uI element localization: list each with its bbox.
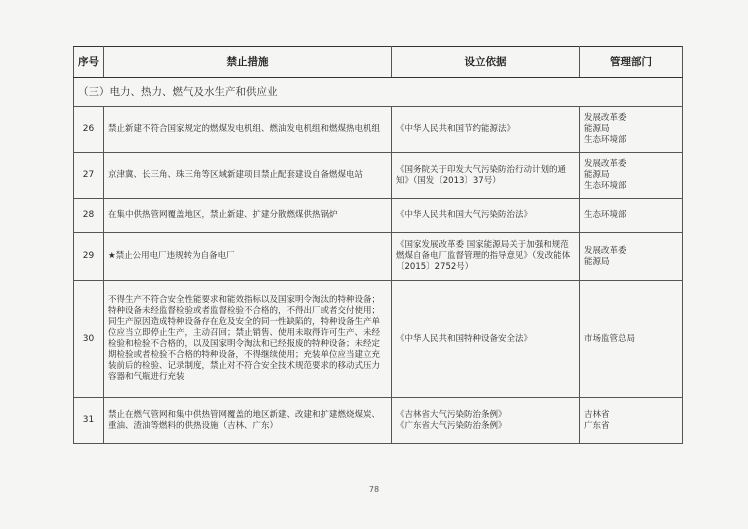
row-number: 31	[74, 398, 104, 444]
department-line: 吉林省	[584, 409, 610, 420]
basis-line: 《中华人民共和国节约能源法》	[396, 124, 516, 134]
row-department	[580, 153, 683, 199]
basis-line: 《吉林省大气污染防治条例》	[396, 409, 507, 420]
row-measure: 禁止在燃气管网和集中供热管网覆盖的地区新建、改建和扩建燃烧煤炭、重油、渣油等燃料的供热设施（吉林、广东）	[104, 398, 392, 444]
header-measure: 禁止措施	[104, 47, 392, 78]
row-basis	[392, 398, 580, 444]
row-basis	[392, 281, 580, 398]
basis-line: 《国务院关于印发大气污染防治行动计划的通知》（国发〔2013〕37号）	[396, 164, 567, 186]
table-header-row	[74, 47, 683, 78]
basis-line: 《中华人民共和国大气污染防治法》	[396, 210, 533, 220]
table-row	[74, 398, 683, 444]
department-line: 发展改革委	[584, 113, 627, 123]
row-basis	[392, 153, 580, 199]
basis-line: 《中华人民共和国特种设备安全法》	[396, 333, 533, 344]
row-measure: 不得生产不符合安全性能要求和能效指标以及国家明令淘汰的特种设备；特种设备未经监督检验或者监督检验不合格的，不得出厂或者交付使用；同生产原因造成特种设备存在危及安全的同一性缺陷的，特种设备生产单位应当立即停止生产，主动召回；禁止销售、使用未取得许可生产、未经检验和检验不合格的，以及国家明令淘汰和已经报废的特种设备；未经定期检验或者检验不合格的特种设备，不得继续使用；充装单位应当建立充装前后的检验、记录制度，禁止对不符合安全技术规范要求的移动式压力容器和气瓶进行充装	[104, 281, 392, 398]
prohibition-table	[73, 46, 683, 444]
row-number: 28	[74, 199, 104, 233]
row-department	[580, 233, 683, 281]
department-line: 能源局	[584, 170, 610, 180]
section-row	[74, 78, 683, 107]
row-measure: 京津冀、长三角、珠三角等区域新建项目禁止配套建设自备燃煤电站	[104, 153, 392, 199]
department-line: 能源局	[584, 256, 610, 267]
department-line: 生态环境部	[584, 181, 627, 191]
table-row	[74, 199, 683, 233]
row-number: 29	[74, 233, 104, 281]
row-number: 27	[74, 153, 104, 199]
row-basis	[392, 107, 580, 153]
row-department	[580, 199, 683, 233]
row-department	[580, 107, 683, 153]
row-number: 30	[74, 281, 104, 398]
row-basis	[392, 233, 580, 281]
row-number: 26	[74, 107, 104, 153]
table-row	[74, 107, 683, 153]
row-measure: 在集中供热管网覆盖地区，禁止新建、扩建分散燃煤供热锅炉	[104, 199, 392, 233]
department-line: 能源局	[584, 124, 610, 134]
department-line: 广东省	[584, 420, 610, 431]
section-title: （三）电力、热力、燃气及水生产和供应业	[74, 78, 683, 107]
row-basis	[392, 199, 580, 233]
row-department	[580, 281, 683, 398]
department-line: 发展改革委	[584, 159, 627, 169]
department-line: 发展改革委	[584, 245, 627, 256]
basis-line: 《国家发展改革委 国家能源局关于加强和规范燃煤自备电厂监督管理的指导意见》（发改能体〔2015〕2752号）	[396, 240, 571, 272]
department-line: 生态环境部	[584, 210, 627, 220]
basis-line: 《广东省大气污染防治条例》	[396, 420, 507, 431]
department-line: 生态环境部	[584, 135, 627, 145]
header-department: 管理部门	[580, 47, 683, 78]
header-basis: 设立依据	[392, 47, 580, 78]
table-row	[74, 281, 683, 398]
row-measure: ★禁止公用电厂违规转为自备电厂	[104, 233, 392, 281]
table-row	[74, 233, 683, 281]
header-serial: 序号	[74, 47, 104, 78]
department-line: 市场监管总局	[584, 333, 636, 344]
row-measure: 禁止新建不符合国家规定的燃煤发电机组、燃油发电机组和燃煤热电机组	[104, 107, 392, 153]
table-row	[74, 153, 683, 199]
row-department	[580, 398, 683, 444]
page-number: 78	[368, 485, 380, 494]
